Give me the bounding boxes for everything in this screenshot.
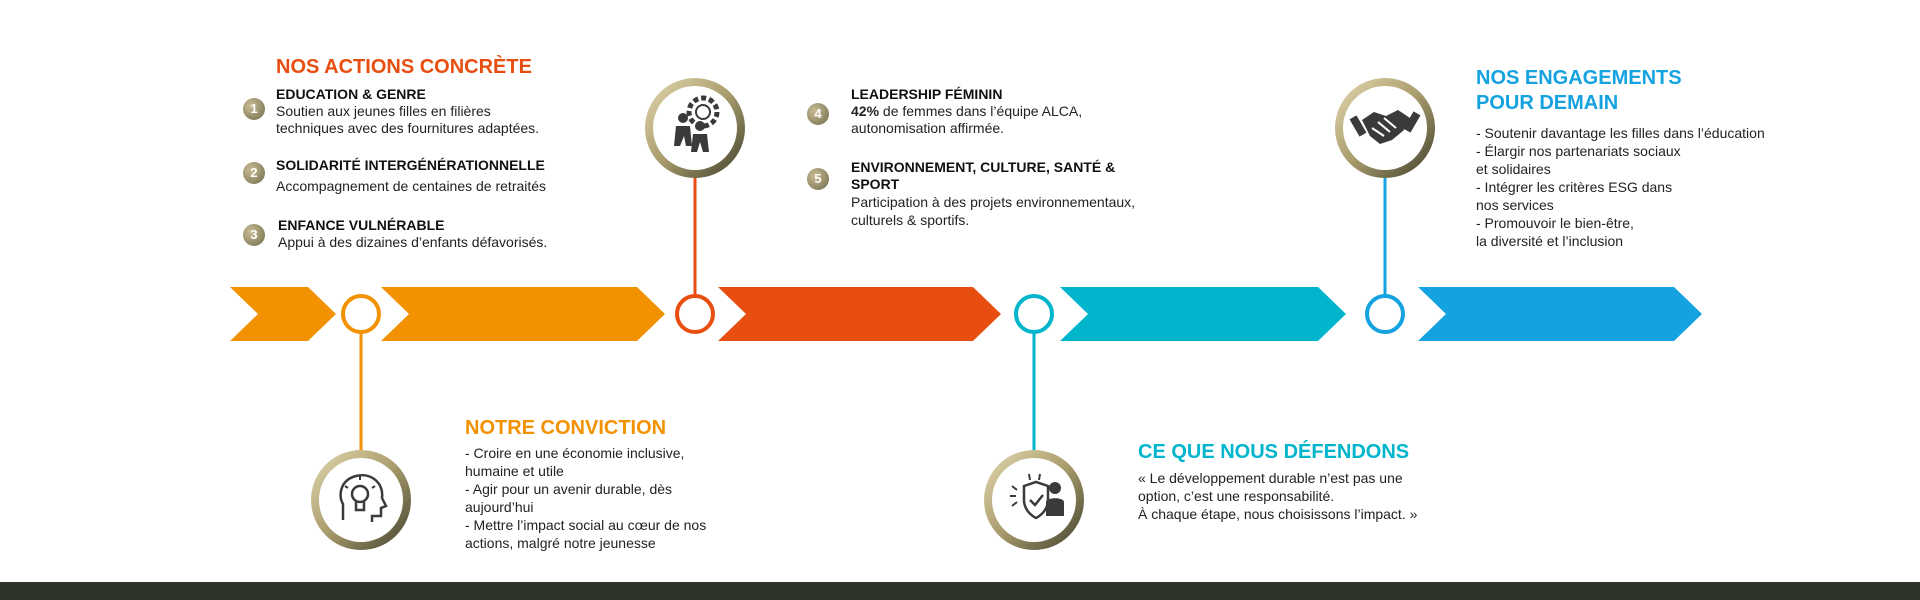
step-number-1: 1 (243, 98, 265, 120)
engagements-line-2: - Élargir nos partenariats sociaux (1476, 143, 1681, 159)
defend-line-1: « Le développement durable n’est pas une (1138, 470, 1403, 486)
leadership-percent: 42% (851, 103, 880, 119)
environment-item-5-title-line-2: SPORT (851, 176, 900, 192)
defend-heading: CE QUE NOUS DÉFENDONS (1138, 441, 1410, 463)
actions-item-3-line-1: Appui à des dizaines d’enfants défavorisés. (278, 234, 548, 250)
timeline-arrow-1 (230, 287, 336, 341)
actions-item-1-line-1: Soutien aux jeunes filles en filières (276, 103, 491, 119)
environment-item-5-title-line-1: ENVIRONNEMENT, CULTURE, SANTÉ & (851, 159, 1116, 175)
step-number-4: 4 (807, 103, 829, 125)
actions-item-3-title: ENFANCE VULNÉRABLE (278, 217, 445, 233)
conviction-line-6: actions, malgré notre jeunesse (465, 535, 656, 551)
defend-line-3: À chaque étape, nous choisissons l’impact. » (1138, 506, 1418, 522)
actions-item-2-line-1: Accompagnement de centaines de retraités (276, 178, 547, 194)
footer-bar (0, 582, 1920, 600)
timeline-arrow-3 (718, 287, 1001, 341)
leadership-item-4-line-1 (851, 103, 1082, 120)
timeline-arrow-2 (381, 287, 665, 341)
engagements-line-3: et solidaires (1476, 161, 1551, 177)
conviction-line-4: aujourd’hui (465, 499, 534, 515)
engagements-line-6: - Promouvoir le bien-être, (1476, 215, 1634, 231)
timeline-node-2 (677, 296, 713, 332)
engagements-line-5: nos services (1476, 197, 1554, 213)
step-number-5: 5 (807, 168, 829, 190)
step-number-3: 3 (243, 224, 265, 246)
leadership-item-4-line-2: autonomisation affirmée. (851, 120, 1005, 136)
conviction-line-2: humaine et utile (465, 463, 564, 479)
leadership-item-4-title: LEADERSHIP FÉMININ (851, 86, 1003, 102)
environment-item-5-line-2: culturels & sportifs. (851, 212, 970, 228)
engagements-line-7: la diversité et l’inclusion (1476, 233, 1624, 249)
timeline-node-4 (1367, 296, 1403, 332)
step-number-2: 2 (243, 162, 265, 184)
timeline-node-1 (343, 296, 379, 332)
mind-lightbulb-icon (311, 450, 411, 550)
engagements-line-1: - Soutenir davantage les filles dans l’éducation (1476, 125, 1765, 141)
timeline-arrow-5 (1418, 287, 1702, 341)
team-gear-icon (645, 78, 745, 178)
engagements-heading-line-2: POUR DEMAIN (1476, 92, 1619, 114)
engagements-line-4: - Intégrer les critères ESG dans (1476, 179, 1673, 195)
conviction-heading: NOTRE CONVICTION (465, 417, 667, 439)
conviction-line-1: - Croire en une économie inclusive, (465, 445, 685, 461)
conviction-line-3: - Agir pour un avenir durable, dès (465, 481, 673, 497)
environment-item-5-line-1: Participation à des projets environnementaux, (851, 194, 1136, 210)
timeline-arrow-4 (1060, 287, 1346, 341)
shield-person-icon (984, 450, 1084, 550)
engagements-heading-line-1: NOS ENGAGEMENTS (1476, 67, 1682, 89)
actions-heading: NOS ACTIONS CONCRÈTE (276, 56, 532, 78)
timeline-node-3 (1016, 296, 1052, 332)
actions-item-1-line-2: techniques avec des fournitures adaptées. (276, 120, 540, 136)
handshake-icon (1335, 78, 1435, 178)
actions-item-2-title: SOLIDARITÉ INTERGÉNÉRATIONNELLE (276, 157, 545, 173)
conviction-line-5: - Mettre l’impact social au cœur de nos (465, 517, 707, 533)
defend-line-2: option, c’est une responsabilité. (1138, 488, 1335, 504)
actions-item-1-title: EDUCATION & GENRE (276, 86, 426, 102)
leadership-line-1-rest: de femmes dans l’équipe ALCA, (879, 103, 1083, 119)
